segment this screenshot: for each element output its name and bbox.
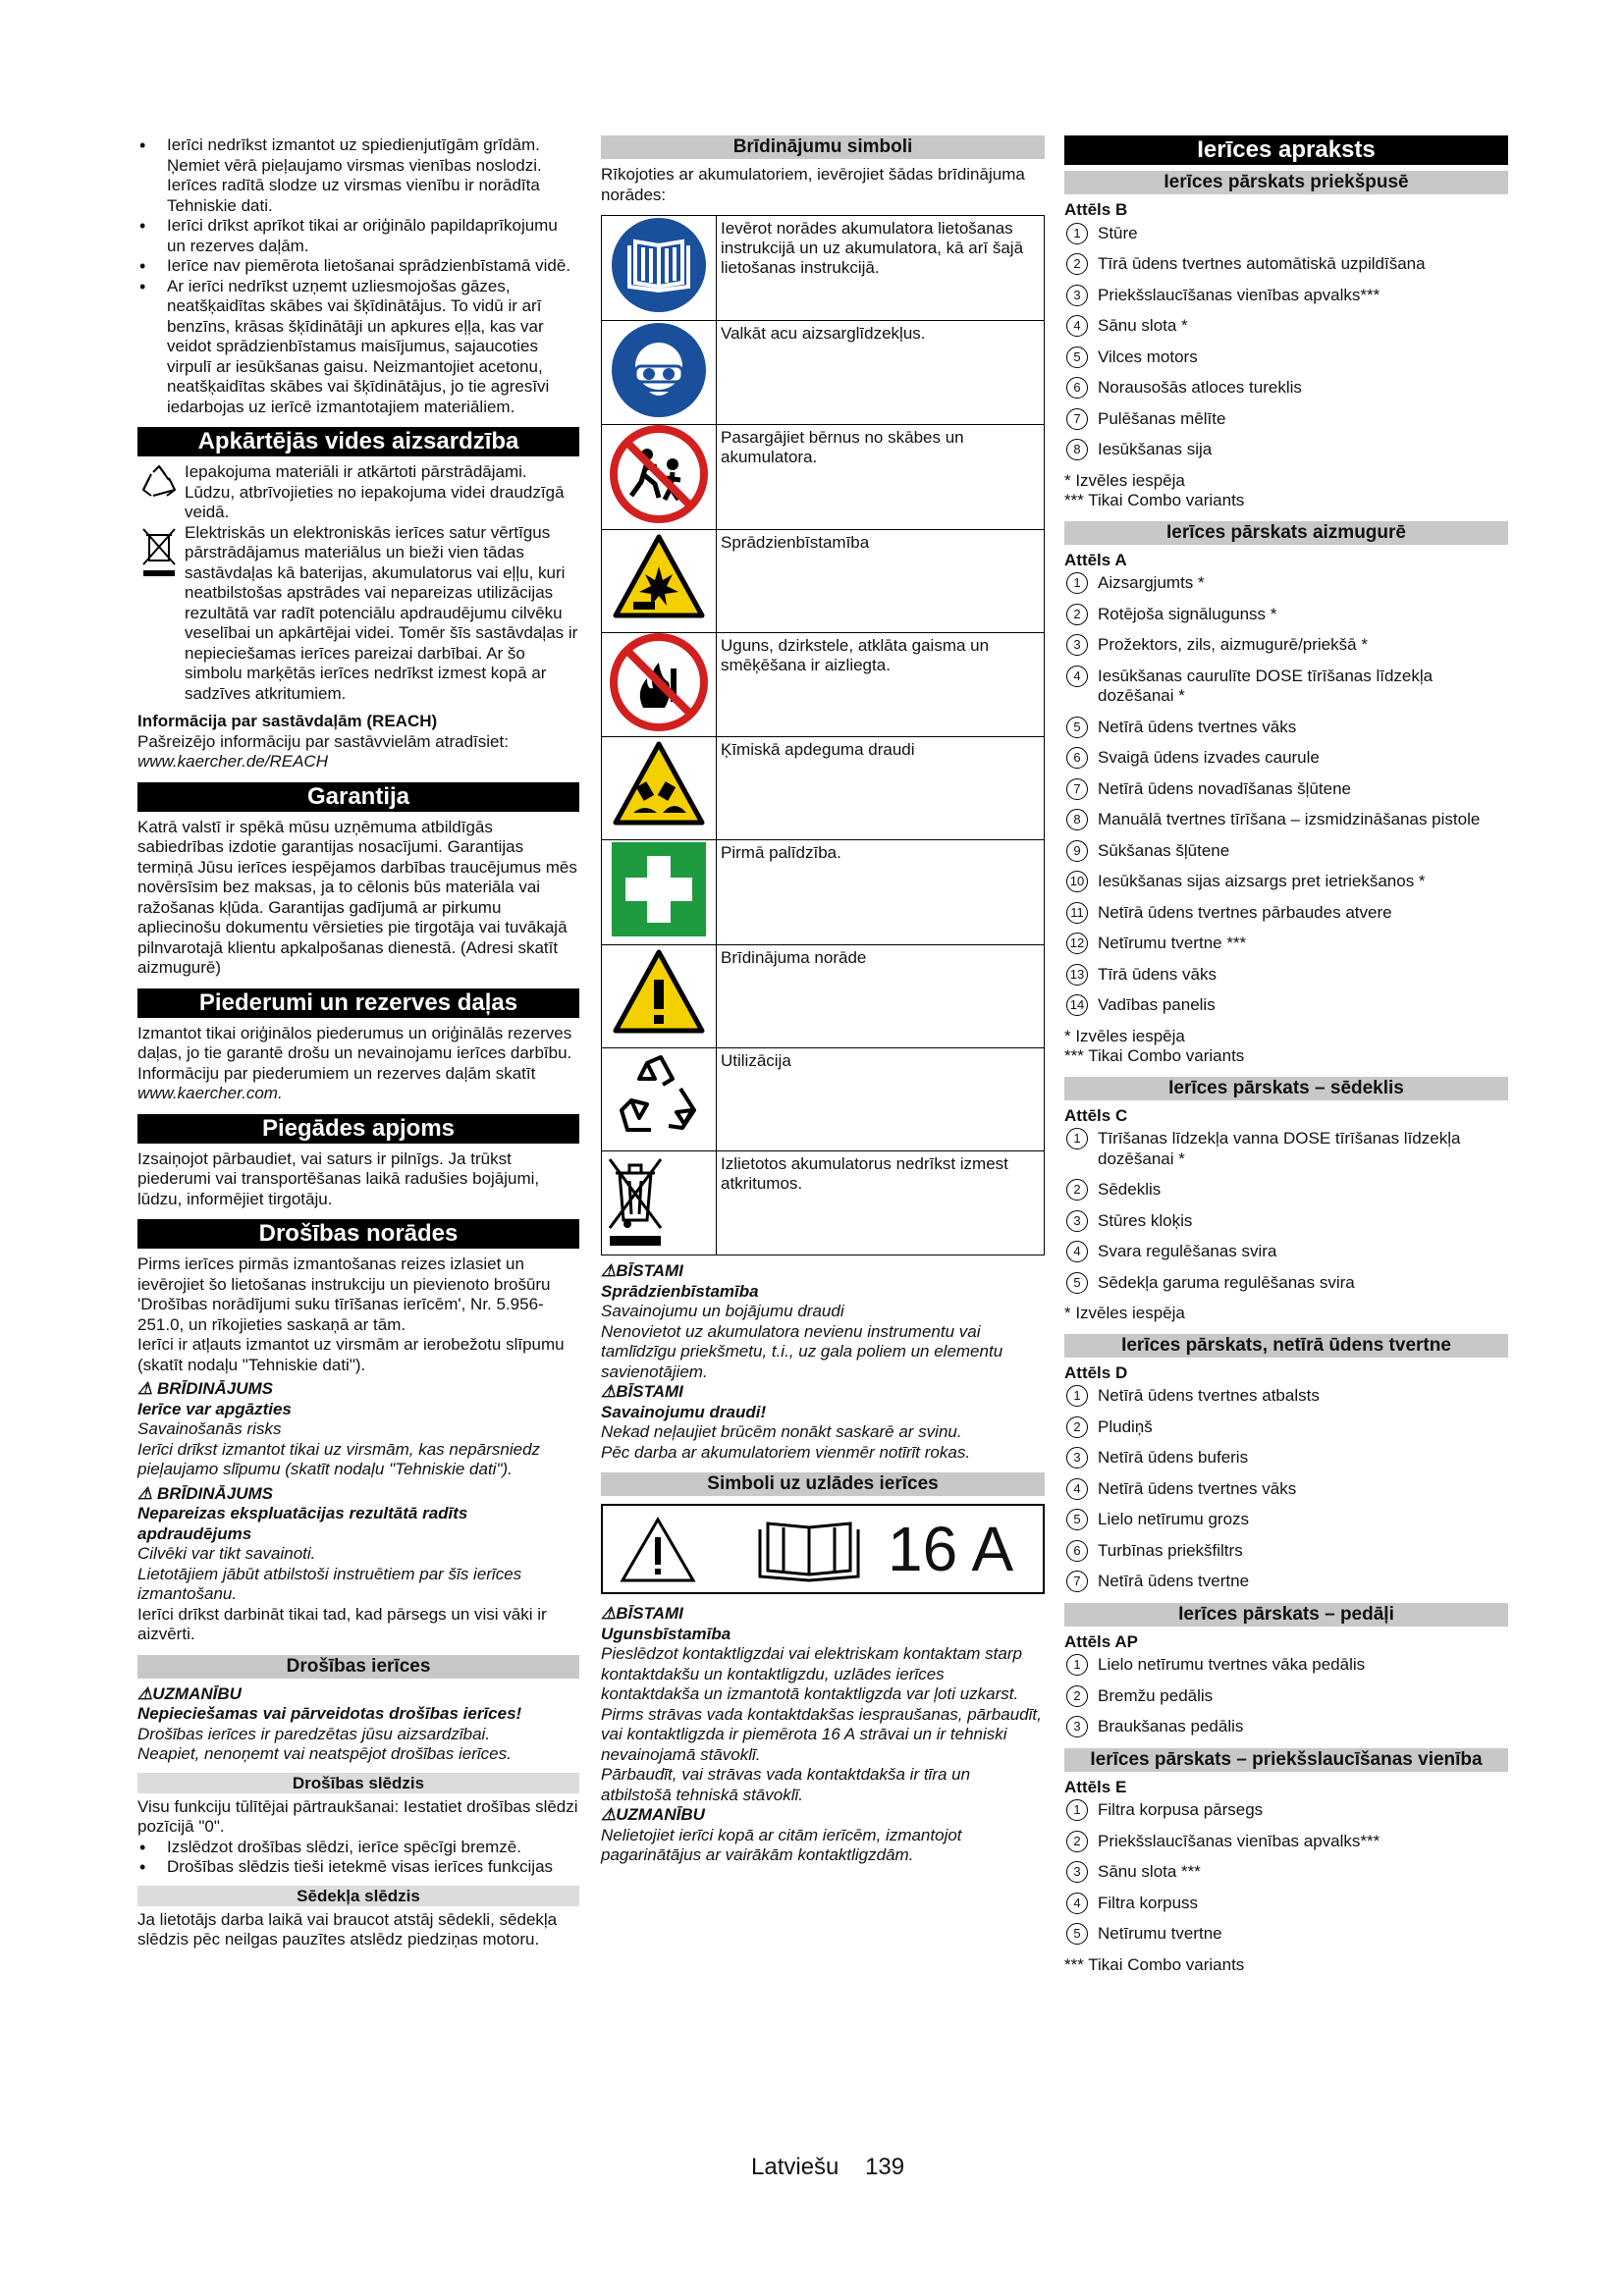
list-item: 5 Netīrumu tvertne [1064,1924,1508,1945]
list-item: 5 Vilces motors [1064,347,1508,368]
section-heading-charger-symbols: Simboli uz uzlādes ierīces [601,1472,1045,1496]
list-item: 3 Priekšslaucīšanas vienības apvalks*** [1064,286,1508,306]
list-item: 1 Lielo netīrumu tvertnes vāka pedālis [1064,1655,1508,1676]
symbol-description: Pasargājiet bērnus no skābes un akumulatora. [717,425,1045,530]
number-badge: 5 [1066,717,1088,738]
table-row [602,425,1045,530]
accessories-text: Izmantot tikai oriģinālos piederumus un oriģinālās rezerves daļas, jo tie garantē drošu un nevainojamu ierīces darbību. [137,1023,572,1062]
footer-language: Latviešu [751,2154,839,2180]
table-row [602,944,1045,1047]
number-badge: 10 [1066,871,1088,892]
number-badge: 3 [1066,1447,1088,1468]
footnote: * Izvēles iespēja [1064,470,1185,490]
list-item: 4 Sānu slota * [1064,316,1508,337]
number-badge: 7 [1066,778,1088,800]
symbol-description: Uguns, dzirkstele, atklāta gaisma un smēķēšana ir aizliegta. [717,632,1045,737]
danger-label: ⚠BĪSTAMI [601,1604,683,1623]
pedal-parts-list [1064,1655,1508,1737]
section-heading-safety: Drošības norādes [137,1219,579,1249]
symbol-description: Valkāt acu aizsarglīdzekļus. [717,320,1045,425]
number-badge: 5 [1066,1272,1088,1294]
danger-label: ⚠BĪSTAMI [601,1382,683,1401]
list-item: 3 Sānu slota *** [1064,1862,1508,1883]
list-item: 13 Tīrā ūdens vāks [1064,965,1508,986]
danger-text-3: Pārbaudīt, vai strāvas vada kontaktdakša ir tīra un atbilstošā tehniskā stāvoklī. [601,1765,971,1804]
list-item: 14 Vadības panelis [1064,995,1508,1016]
list-item: 7 Netīrā ūdens tvertne [1064,1572,1508,1592]
figure-label: Attēls A [1064,550,1127,569]
warranty-text: Katrā valstī ir spēkā mūsu uzņēmuma atbildīgās sabiedrības izdotie garantijas nosacījumi. Garantijas termiņā Jūsu ierīces iespējamos darbības traucējumus mēs novērsīsim bez maksas, ja to cēlonis būs materiāla vai ražošanas kļūda. Garantijas gadījumā ar pirkumu apliecinošu dokumentu vērsieties pie tirgotāja vai tuvākajā pilnvarotajā klientu apkalpošanas dienestā. (Adresi skatīt aizmugurē) [137,817,577,977]
list-item: 8 Manuālā tvertnes tīrīšana – izsmidzināšanas pistole [1064,810,1508,830]
list-item: 1 Filtra korpusa pārsegs [1064,1800,1508,1821]
number-badge: 1 [1066,1654,1088,1676]
env-recycle-paragraph [137,462,579,523]
number-badge: 11 [1066,902,1088,924]
keep-children-away-icon [610,425,708,523]
list-item: 1 Stūre [1064,224,1508,244]
table-row [602,1047,1045,1150]
table-row [602,737,1045,840]
number-badge: 4 [1066,315,1088,337]
list-item: 2 Sēdeklis [1064,1180,1508,1201]
danger-text-2: Pirms strāvas vada kontaktdakšas iespraušanas, pārbaudīt, vai kontaktligzda ir piemērota 16 A strāvai un ir tehniski nevainojamā stāvoklī. [601,1704,1042,1764]
symbol-description: Utilizācija [717,1047,1045,1150]
warning-label: ⚠ BRĪDINĀJUMS [137,1483,274,1503]
usage-bullets [137,135,579,417]
caution-title: Nepieciešamas vai pārveidotas drošības ierīces! [137,1704,522,1723]
table-row [602,216,1045,321]
caution-text: Drošības ierīces ir paredzētas jūsu aizsardzībai. [137,1724,491,1743]
front-parts-list [1064,224,1508,460]
delivery-text: Izsaiņojot pārbaudiet, vai saturs ir pilnīgs. Ja trūkst piederumi vai transportēšanas laikā radušies bojājumi, lūdzu, informējiet tirgotāju. [137,1148,540,1208]
number-badge: 14 [1066,994,1088,1016]
column-right [1064,135,1508,1975]
list-item: 3 Stūres kloķis [1064,1211,1508,1232]
number-badge: 3 [1066,1716,1088,1737]
danger-title: Ugunsbīstamība [601,1624,731,1643]
recycling-icon [612,1049,706,1144]
list-item: • Ar ierīci nedrīkst uzņemt uzliesmojošas gāzes, neatšķaidītas skābes vai šķīdinātājus. To vidū ir arī benzīns, krāsas šķīdinātāji un apkures eļļa, kas var veidot sprādzienbīstamus maisījumus, sajaucoties virpulī ar iesūkšanas gaisu. Neizmantojiet acetonu, neatšķaidītas skābes vai šķīdinātājus, jo tie agresīvi iedarbojas uz ierīcē izmantotajiem materiāliem. [137,277,579,418]
section-heading-sweeper-unit: Ierīces pārskats – priekšslaucīšanas vienība [1064,1748,1508,1772]
list-item: 3 Prožektors, zils, aizmugurē/priekšā * [1064,635,1508,656]
chemical-burn-icon [610,738,708,832]
list-item: 2 Rotējoša signālugunss * [1064,605,1508,625]
list-item: 12 Netīrumu tvertne *** [1064,934,1508,954]
figure-label: Attēls B [1064,200,1128,219]
section-heading-accessories: Piederumi un rezerves daļas [137,988,579,1018]
warning-risk: Cilvēki var tikt savainoti. [137,1544,316,1563]
number-badge: 6 [1066,1540,1088,1562]
number-badge: 2 [1066,1416,1088,1438]
list-item: 1 Tīrīšanas līdzekļa vanna DOSE tīrīšanas līdzekļa dozēšanai * [1064,1129,1508,1169]
reach-link[interactable]: www.kaercher.de/REACH [137,752,328,771]
list-item: • Drošības slēdzis tieši ietekmē visas ierīces funkcijas [137,1857,579,1878]
number-badge: 3 [1066,1210,1088,1232]
page-footer [751,2154,905,2180]
list-item: 7 Netīrā ūdens novadīšanas šļūtene [1064,779,1508,800]
warning-risk: Savainošanās risks [137,1419,282,1438]
safety-switch-bullets [137,1838,579,1878]
reach-heading: Informācija par sastāvdaļām (REACH) [137,712,438,730]
symbol-description: Pirmā palīdzība. [717,840,1045,945]
list-item: 4 Filtra korpuss [1064,1894,1508,1914]
eye-protection-icon [610,321,708,419]
env-text-1: Iepakojuma materiāli ir atkārtoti pārstrādājami. Lūdzu, atbrīvojieties no iepakojuma videi draudzīgā veidā. [185,462,565,521]
seat-switch-text: Ja lietotājs darba laikā vai braucot atstāj sēdekli, sēdekļa slēdzis pēc neilgas pauzītes atslēdz piedziņas motoru. [137,1909,558,1949]
warning-icon [610,946,708,1041]
table-row [602,1150,1045,1255]
safety-text: Pirms ierīces pirmās izmantošanas reizes izlasiet un ievērojiet šo lietošanas instrukciju un pievienoto brošūru 'Drošības norādījumi suku tīrīšanas ierīcēm', Nr. 5.956-251.0, un rīkojieties saskaņā ar tām. [137,1255,551,1334]
symbol-description: Ķīmiskā apdeguma draudi [717,737,1045,840]
number-badge: 2 [1066,1179,1088,1201]
subheading-safety-switch: Drošības slēdzis [137,1773,579,1793]
list-item: 3 Netīrā ūdens buferis [1064,1448,1508,1468]
table-row [602,632,1045,737]
warning-title: Nepareizas ekspluatācijas rezultātā radīts apdraudējums [137,1504,468,1543]
charger-symbols-box [601,1504,1045,1594]
danger-risk: Savainojumu un bojājumu draudi [601,1302,844,1320]
list-item: 6 Svaigā ūdens izvades caurule [1064,748,1508,769]
number-badge: 1 [1066,223,1088,244]
read-manual-icon [610,216,708,314]
section-heading-seat: Ierīces pārskats – sēdeklis [1064,1077,1508,1100]
number-badge: 9 [1066,840,1088,862]
recycling-icon [139,464,179,504]
env-text-2: Elektriskās un elektroniskās ierīces satur vērtīgus pārstrādājamus materiālus un bieži vien tādas sastāvdaļas kā baterijas, akumulatorus vai eļļu, kuri neatbilstošas apstrādes vai nepareizas utilizācijas rezultātā var radīt potenciālu apdraudējumu cilvēku veselībai un apkārtējai videi. Tomēr šīs sastāvdaļas ir nepieciešamas ierīces pareizai darbībai. Ar šo simbolu marķētās ierīces nedrīkst izmest kopā ar sadzīves atkritumiem. [185,522,578,703]
footnote: * Izvēles iespēja [1064,1026,1185,1045]
number-badge: 3 [1066,285,1088,306]
footnote: * Izvēles iespēja [1064,1304,1185,1322]
symbol-description: Brīdinājuma norāde [717,944,1045,1047]
tank-parts-list [1064,1386,1508,1592]
list-item: 2 Priekšslaucīšanas vienības apvalks*** [1064,1832,1508,1852]
list-item: 11 Netīrā ūdens tvertnes pārbaudes atvere [1064,903,1508,924]
warning-title: Ierīce var apgāzties [137,1399,292,1418]
figure-label: Attēls C [1064,1105,1128,1125]
list-item: 3 Braukšanas pedālis [1064,1717,1508,1737]
danger-title: Sprādzienbīstamība [601,1281,759,1301]
section-heading-pedals: Ierīces pārskats – pedāļi [1064,1603,1508,1627]
table-row [602,320,1045,425]
figure-label: Attēls AP [1064,1631,1138,1651]
number-badge: 6 [1066,377,1088,399]
danger-text: Nekad neļaujiet brūcēm nonākt saskarē ar svinu. [601,1422,962,1441]
list-item: 2 Tīrā ūdens tvertnes automātiskā uzpildīšana [1064,254,1508,275]
number-badge: 1 [1066,1385,1088,1407]
crossed-bin-icon [606,1151,665,1250]
caution-label: ⚠UZMANĪBU [601,1805,705,1824]
list-item: 6 Turbīnas priekšfiltrs [1064,1541,1508,1562]
list-item: 10 Iesūkšanas sijas aizsargs pret ietriekšanos * [1064,872,1508,892]
number-badge: 1 [1066,1128,1088,1149]
symbol-description: Izlietotos akumulatorus nedrīkst izmest atkritumos. [717,1150,1045,1255]
number-badge: 3 [1066,634,1088,656]
list-item: 5 Sēdekļa garuma regulēšanas svira [1064,1273,1508,1294]
seat-parts-list [1064,1129,1508,1293]
number-badge: 2 [1066,604,1088,625]
list-item: 2 Bremžu pedālis [1064,1686,1508,1707]
column-middle [601,135,1045,1866]
footnote: *** Tikai Combo variants [1064,1046,1245,1065]
warning-text-2: Ierīci drīkst darbināt tikai tad, kad pārsegs un visi vāki ir aizvērti. [137,1604,547,1643]
symbols-intro: Rīkojoties ar akumulatoriem, ievērojiet šādas brīdinājuma norādes: [601,165,1025,204]
number-badge: 6 [1066,747,1088,769]
list-item: • Ierīci drīkst aprīkot tikai ar oriģinālo papildaprīkojumu un rezerves daļām. [137,216,579,256]
number-badge: 3 [1066,1861,1088,1883]
figure-label: Attēls E [1064,1777,1127,1796]
section-heading-dirty-water-tank: Ierīces pārskats, netīrā ūdens tvertne [1064,1334,1508,1358]
list-item: 6 Norausošās atloces tureklis [1064,378,1508,399]
table-row [602,529,1045,632]
number-badge: 5 [1066,347,1088,368]
footnote: *** Tikai Combo variants [1064,1954,1245,1974]
number-badge: 4 [1066,666,1088,687]
page-number: 139 [865,2154,905,2180]
rear-parts-list [1064,573,1508,1016]
subheading-seat-switch: Sēdekļa slēdzis [137,1886,579,1906]
number-badge: 4 [1066,1478,1088,1500]
list-item: 8 Iesūkšanas sija [1064,440,1508,460]
list-item: • Ierīce nav piemērota lietošanai sprādzienbīstamā vidē. [137,256,579,277]
safety-switch-text: Visu funkciju tūlītējai pārtraukšanai: Iestatiet drošības slēdzi pozīcijā "0". [137,1796,578,1836]
list-item: 9 Sūkšanas šļūtene [1064,841,1508,862]
number-badge: 8 [1066,809,1088,830]
warning-label: ⚠ BRĪDINĀJUMS [137,1379,274,1398]
list-item: 1 Aizsargjumts * [1064,573,1508,594]
list-item: 5 Lielo netīrumu grozs [1064,1510,1508,1530]
number-badge: 13 [1066,964,1088,986]
sweeper-parts-list [1064,1800,1508,1945]
list-item: 2 Pludiņš [1064,1417,1508,1438]
list-item: 4 Netīrā ūdens tvertnes vāks [1064,1479,1508,1500]
list-item: 4 Svara regulēšanas svira [1064,1242,1508,1262]
section-heading-safety-devices: Drošības ierīces [137,1655,579,1679]
danger-text: Pieslēdzot kontaktligzdai vai elektriskam kontaktam starp kontaktdakšu un kontaktligzdu, uzlādes ierīces kontaktdakša un izmantotā kontaktligzda var ļoti uzkarst. [601,1644,1022,1703]
section-heading-rear: Ierīces pārskats aizmugurē [1064,521,1508,545]
list-item: 1 Netīrā ūdens tvertnes atbalsts [1064,1386,1508,1407]
symbol-description: Ievērot norādes akumulatora lietošanas instrukcijā un uz akumulatora, kā arī šajā lietošanas instrukcijā. [717,216,1045,321]
caution-text: Nelietojiet ierīci kopā ar citām ierīcēm, izmantojot pagarinātājus ar vairākām kontaktligzdām. [601,1825,962,1864]
number-badge: 2 [1066,1831,1088,1852]
reach-text: Pašreizējo informāciju par sastāvvielām atradīsiet: [137,731,509,751]
section-heading-warning-symbols: Brīdinājumu simboli [601,135,1045,159]
danger-text-2: Pēc darba ar akumulatoriem vienmēr notīrīt rokas. [601,1442,971,1462]
symbol-description: Sprādzienbīstamība [717,529,1045,632]
danger-title: Savainojumu draudi! [601,1402,767,1421]
figure-label: Attēls D [1064,1362,1128,1382]
warning-symbols-table [601,215,1045,1255]
env-weee-paragraph [137,523,579,705]
number-badge: 8 [1066,439,1088,460]
charger-amperage: 16 A [888,1514,1014,1584]
number-badge: 4 [1066,1241,1088,1262]
column-left [137,135,579,1950]
page-title: Ierīces apraksts [1064,135,1508,165]
explosion-icon [610,531,708,625]
number-badge: 1 [1066,1799,1088,1821]
danger-text: Nenovietot uz akumulatora nevienu instrumentu vai tamlīdzīgu priekšmetu, t.i., uz gala poliem un elementu savienotājiem. [601,1321,1003,1381]
number-badge: 7 [1066,408,1088,430]
number-badge: 5 [1066,1923,1088,1945]
list-item: 7 Pulēšanas mēlīte [1064,409,1508,430]
accessories-text-2: Informāciju par piederumiem un rezerves daļām skatīt [137,1063,536,1083]
section-heading-environment: Apkārtējās vides aizsardzība [137,427,579,456]
warning-icon [619,1516,697,1584]
number-badge: 2 [1066,1685,1088,1707]
crossed-bin-icon [139,525,179,564]
first-aid-icon [610,840,708,938]
no-fire-icon [610,633,708,731]
section-heading-front: Ierīces pārskats priekšpusē [1064,171,1508,194]
accessories-link[interactable]: www.kaercher.com. [137,1084,283,1102]
table-row [602,840,1045,945]
list-item: 4 Iesūkšanas caurulīte DOSE tīrīšanas līdzekļa dozēšanai * [1064,667,1508,707]
list-item: • Izslēdzot drošības slēdzi, ierīce spēcīgi bremzē. [137,1838,579,1858]
safety-text-2: Ierīci ir atļauts izmantot uz virsmām ar ierobežotu slīpumu (skatīt nodaļu "Tehniskie dati"). [137,1335,565,1374]
number-badge: 2 [1066,253,1088,275]
section-heading-warranty: Garantija [137,782,579,812]
read-manual-icon [750,1516,868,1584]
caution-label: ⚠UZMANĪBU [137,1683,242,1703]
number-badge: 1 [1066,572,1088,594]
number-badge: 7 [1066,1571,1088,1592]
warning-text: Ierīci drīkst izmantot tikai uz virsmām, kas nepārsniedz pieļaujamo slīpumu (skatīt nodaļu "Tehniskie dati"). [137,1439,541,1478]
warning-text: Lietotājiem jābūt atbilstoši instruētiem par šīs ierīces izmantošanu. [137,1564,522,1603]
caution-text-2: Neapiet, nenoņemt vai neatspējot drošības ierīces. [137,1744,512,1763]
danger-label: ⚠BĪSTAMI [601,1261,683,1280]
footnote: *** Tikai Combo variants [1064,491,1245,509]
list-item: • Ierīci nedrīkst izmantot uz spiedienjutīgām grīdām. Ņemiet vērā pieļaujamo virsmas vienības noslodzi. Ierīces radītā slodze uz virsmas vienību ir norādīta Tehniskie dati. [137,135,579,216]
list-item: 5 Netīrā ūdens tvertnes vāks [1064,718,1508,738]
number-badge: 4 [1066,1893,1088,1914]
number-badge: 12 [1066,933,1088,954]
number-badge: 5 [1066,1509,1088,1530]
section-heading-delivery: Piegādes apjoms [137,1114,579,1144]
